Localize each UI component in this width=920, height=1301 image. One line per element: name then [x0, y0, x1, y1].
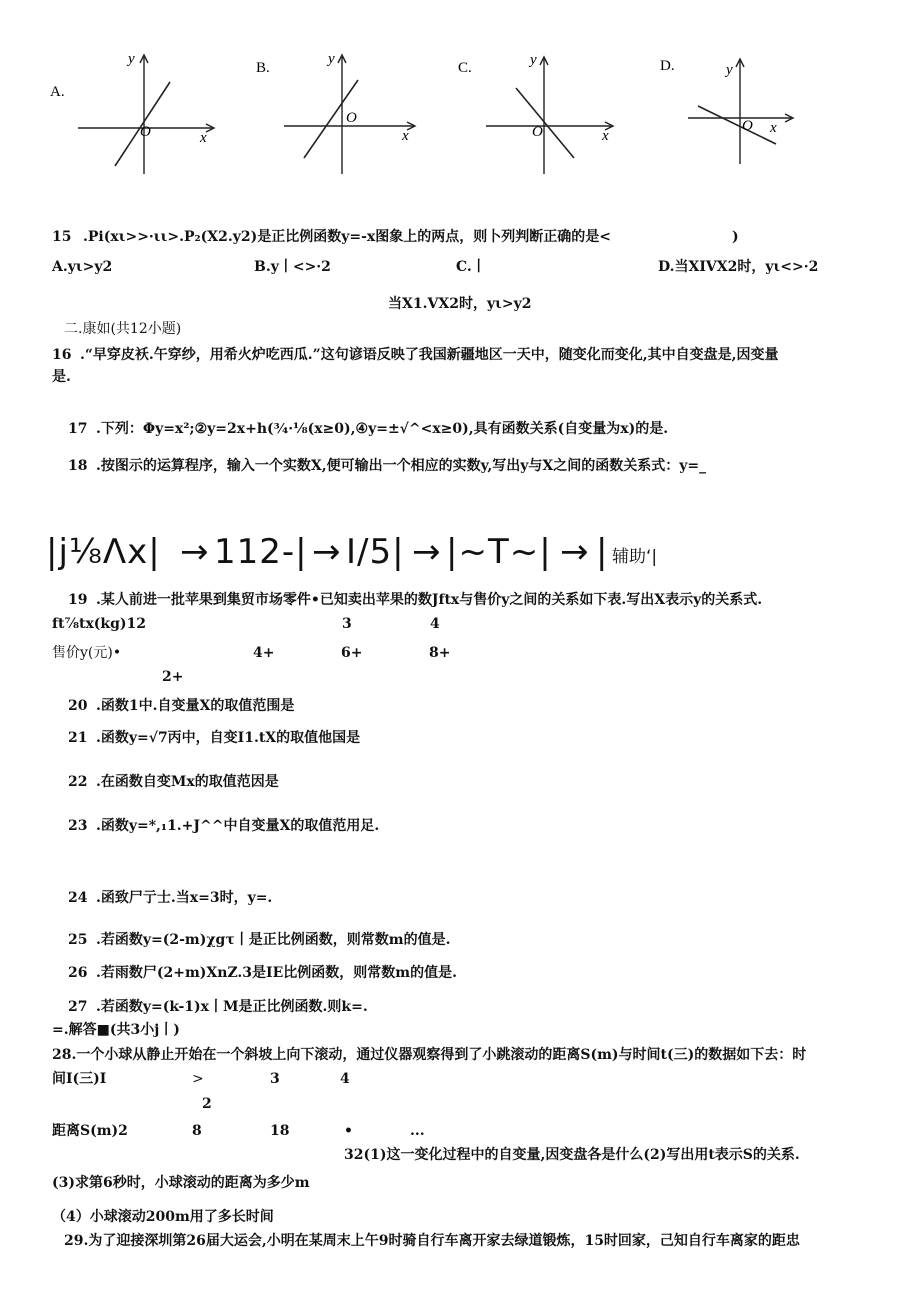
q19-text: .某人前进一批苹果到集贸市场零件•已知卖出苹果的数Jftx与售价y之间的关系如下表.写出X表示y的关系式.: [96, 592, 763, 608]
section-3-heading: =.解答■(共3小j丨): [52, 1022, 180, 1038]
graph-a-origin-label: O: [140, 124, 151, 140]
flow-box-output: 辅助‘|: [612, 547, 658, 567]
q25-text: .若函数y=(2-m)χgτ丨是正比例函数，则常数m的值是.: [96, 932, 451, 948]
q17-text: .下列：Φy=x²;②y=2x+h(¾·⅛(x≥0),④y=±√^<x≥0),具有函数关系(自变量为x)的是.: [96, 421, 669, 437]
q28-row3-col2: 8: [192, 1123, 202, 1139]
graph-b-origin-label: O: [346, 110, 357, 126]
graph-c: [456, 46, 636, 181]
q19-row1-col4: 4: [430, 616, 440, 632]
flow-arrow-4: →: [560, 532, 590, 572]
q18-text: .按图示的运算程序，输入一个实数X,便可输出一个相应的实数y,写出y与X之间的函数关系式：y=_: [96, 458, 707, 474]
q28-row1-col3: 3: [270, 1071, 280, 1087]
q19-row2-label: 售价y(元)•: [52, 645, 122, 661]
q28-row3-col3: 18: [270, 1123, 290, 1139]
graph-c-y-label: y: [530, 52, 537, 68]
flow-box-subtract: 112-|: [214, 532, 308, 572]
q28-sub-4: （4）小球滚动200m用了多长时间: [52, 1209, 274, 1225]
q28-row3-label: 距离S(m)2: [52, 1123, 128, 1139]
q23-text: .函数y=*,₁1.+J^^中自变量X的取值范用足.: [96, 818, 380, 834]
q16-line1: .“早穿皮袄.午穿纱，用希火炉吃西瓜.”这句谚语反映了我国新疆地区一天中，随变化而变化,其中自变盘是,因变量: [80, 347, 779, 363]
q15-option-c: C.丨: [456, 259, 486, 275]
graph-d: [658, 46, 838, 181]
q15-stem: .Pi(xι>>·ιι>.P₂(X2.y2)是正比例函数y=-x图象上的两点，则卜列判断正确的是<: [83, 229, 611, 245]
q15-option-d: D.当XIVX2时，yι<>·2: [658, 259, 819, 275]
section-2-heading: 二.康如(共12小题): [64, 321, 182, 337]
flow-arrow-3: →: [412, 532, 442, 572]
graph-d-y-label: y: [726, 62, 733, 78]
q29-line1: 29.为了迎接深圳第26届大运会,小明在某周末上午9时骑自行车离开家去绿道锻炼，15时回家，己知自行车离家的距忠: [64, 1233, 800, 1249]
q19-row2-col4: 8+: [429, 645, 451, 661]
q19-row3-col1: 2+: [162, 669, 184, 685]
q15-option-a: A.yι>y2: [52, 259, 113, 275]
q21-text: .函数y=√7丙中，自变I1.tX的取值他国是: [96, 730, 361, 746]
q28-row1-label: 间I(三)I: [52, 1071, 107, 1087]
q27-text: .若函数y=(k-1)x丨M是正比例函数.则k=.: [96, 999, 368, 1015]
q19-number: 19: [68, 592, 88, 608]
q28-row3-col4: •: [344, 1123, 353, 1139]
q18-number: 18: [68, 458, 88, 474]
graph-a-y-label: y: [128, 51, 135, 67]
q15-close-paren: ): [732, 229, 739, 245]
q22-number: 22: [68, 774, 88, 790]
graph-c-label: C.: [458, 60, 472, 76]
graph-d-label: D.: [660, 58, 675, 74]
q17-number: 17: [68, 421, 88, 437]
graph-c-function-line: [516, 88, 574, 158]
q22-text: .在函数自变Mx的取值范因是: [96, 774, 279, 790]
flow-arrow-2: →: [312, 532, 342, 572]
q28-line1: 28.一个小球从静止开始在一个斜坡上向下滚动，通过仪器观察得到了小跳滚动的距离S(m)与时间t(三)的数据如下去：时: [52, 1047, 807, 1063]
graph-b-x-label: x: [402, 128, 409, 144]
q19-row2-col3: 6+: [341, 645, 363, 661]
flow-box-input: |j⅛Λx|: [46, 532, 161, 572]
graph-c-origin-label: O: [532, 124, 543, 140]
flow-arrow-1: →: [180, 532, 210, 572]
flow-box-operation: |~T~|: [446, 532, 552, 572]
q16-line2: 是.: [52, 369, 71, 385]
q28-row1-col4: 4: [340, 1071, 350, 1087]
flow-box-output-bar: |: [596, 532, 609, 572]
q15-option-c-extra: 当X1.VX2时，yι>y2: [388, 296, 532, 312]
graph-b: [254, 46, 434, 181]
graph-c-x-label: x: [602, 128, 609, 144]
graph-a: [48, 46, 228, 181]
q28-sub-3: (3)求第6秒时，小球滚动的距离为多少m: [52, 1175, 310, 1191]
graph-a-x-label: x: [200, 130, 207, 146]
flow-box-divide: I/5|: [346, 532, 405, 572]
graph-b-label: B.: [256, 60, 270, 76]
q28-sub-1-2: 32(1)这一变化过程中的自变量,因变盘各是什么(2)写出用t表示S的关系.: [344, 1147, 800, 1163]
graph-b-y-label: y: [328, 51, 335, 67]
graph-d-x-label: x: [770, 120, 777, 136]
q20-text: .函数1中.自变量X的取值范围是: [96, 698, 295, 714]
q15-number: 15: [52, 229, 72, 245]
graph-d-origin-label: O: [742, 118, 753, 134]
q28-row1-col2: >: [192, 1071, 204, 1087]
q16-number: 16: [52, 347, 72, 363]
q24-number: 24: [68, 890, 88, 906]
q19-row1-col3: 3: [342, 616, 352, 632]
q21-number: 21: [68, 730, 88, 746]
graph-a-label: A.: [50, 84, 65, 100]
q28-row3-col5: ...: [410, 1123, 425, 1139]
q15-option-b: B.y丨<>·2: [254, 259, 331, 275]
q28-row2-col2: 2: [202, 1096, 212, 1112]
q24-text: .函致尸亍士.当x=3时，y=.: [96, 890, 273, 906]
q19-row2-col2: 4+: [253, 645, 275, 661]
q26-text: .若雨数尸(2+m)XnZ.3是IE比例函数，则常数m的值是.: [96, 965, 457, 981]
q23-number: 23: [68, 818, 88, 834]
q19-row1-label: ft⅞tx(kg)12: [52, 616, 147, 632]
q26-number: 26: [68, 965, 88, 981]
graph-d-function-line: [698, 106, 776, 144]
q27-number: 27: [68, 999, 88, 1015]
q20-number: 20: [68, 698, 88, 714]
q25-number: 25: [68, 932, 88, 948]
